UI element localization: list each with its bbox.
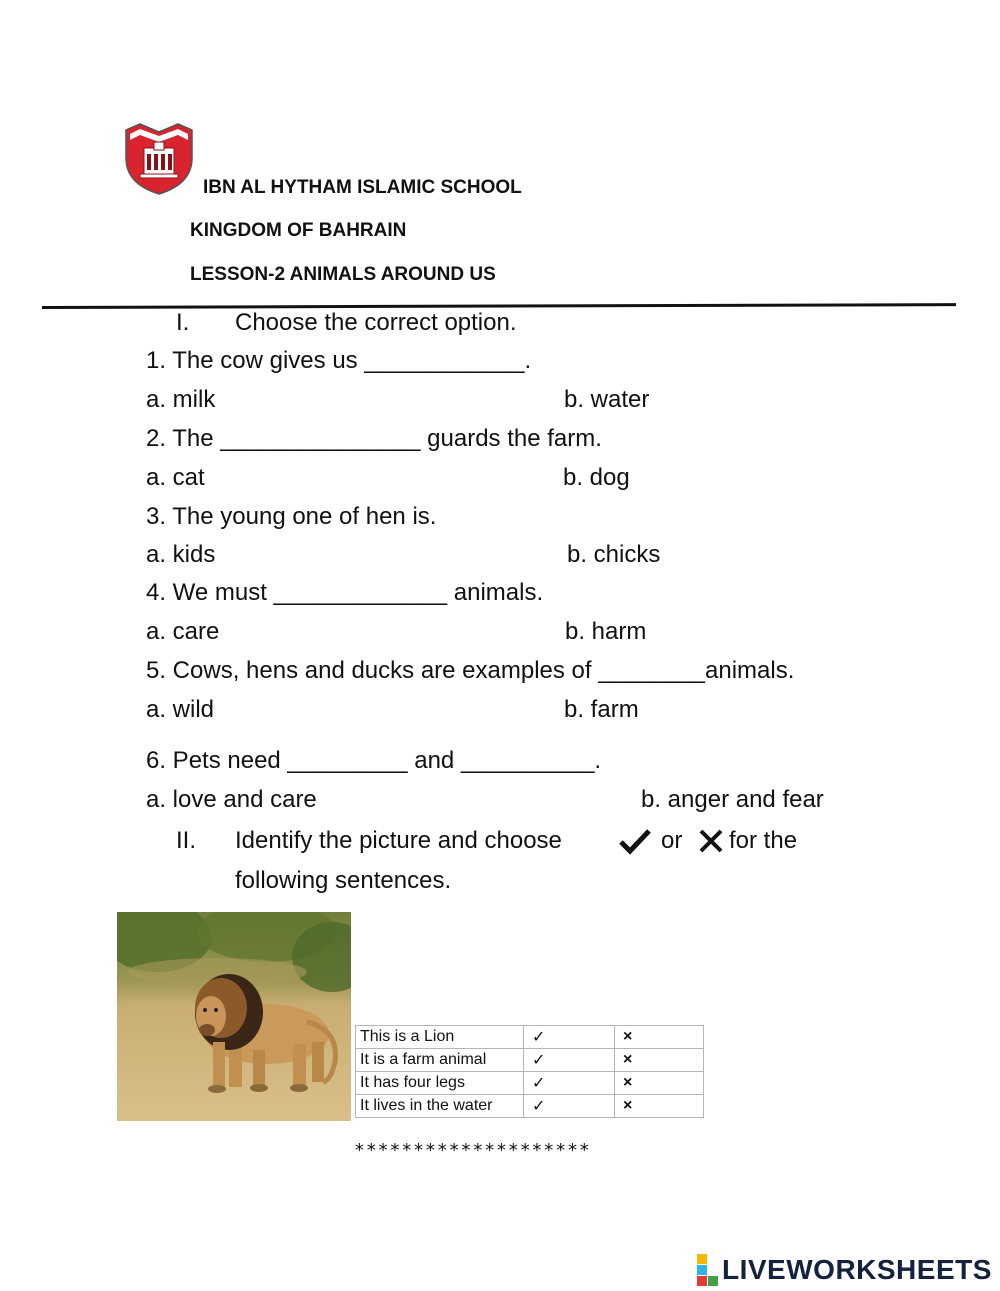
liveworksheets-mark-icon — [697, 1254, 718, 1286]
tick-option[interactable]: ✓ — [524, 1026, 615, 1049]
table-row — [356, 1026, 704, 1049]
cross-option[interactable]: × — [615, 1072, 704, 1095]
question-6: 6. Pets need _________ and __________. — [146, 747, 602, 774]
section2-instruction-end: for the — [729, 827, 798, 854]
question-3: 3. The young one of hen is. — [146, 503, 437, 530]
liveworksheets-wordmark: LIVEWORKSHEETS — [722, 1254, 992, 1285]
question-2-option-a: a. cat — [146, 464, 205, 491]
section2-numeral: II. — [176, 827, 197, 854]
cross-option[interactable]: × — [615, 1095, 704, 1118]
question-5-option-b: b. farm — [564, 696, 639, 723]
section1-numeral: I. — [176, 309, 190, 336]
question-6-option-a: a. love and care — [146, 786, 317, 813]
question-2: 2. The _______________ guards the farm. — [146, 425, 602, 452]
question-6-option-b: b. anger and fear — [641, 786, 824, 813]
section1-title: Choose the correct option. — [235, 309, 517, 336]
section2-or: or — [661, 827, 683, 854]
section2-instruction: Identify the picture and choose — [235, 827, 562, 854]
question-1-option-a: a. milk — [146, 386, 216, 413]
cross-option[interactable]: × — [615, 1026, 704, 1049]
table-row — [356, 1049, 704, 1072]
lion-picture — [117, 912, 351, 1121]
school-logo — [120, 122, 198, 196]
statement-table — [355, 1025, 704, 1118]
table-row — [356, 1095, 704, 1118]
question-1-option-b: b. water — [564, 386, 650, 413]
lesson-title: LESSON-2 ANIMALS AROUND US — [190, 264, 496, 285]
check-mark-icon — [618, 827, 652, 855]
liveworksheets-logo — [697, 1254, 992, 1286]
tick-option[interactable]: ✓ — [524, 1095, 615, 1118]
cross-mark-icon — [698, 828, 724, 854]
statement-text: It has four legs — [356, 1072, 524, 1095]
statement-text: This is a Lion — [356, 1026, 524, 1049]
question-2-option-b: b. dog — [563, 464, 630, 491]
question-4-option-b: b. harm — [565, 618, 647, 645]
country-name: KINGDOM OF BAHRAIN — [190, 220, 407, 241]
school-name: IBN AL HYTHAM ISLAMIC SCHOOL — [203, 177, 522, 198]
cross-option[interactable]: × — [615, 1049, 704, 1072]
question-5-option-a: a. wild — [146, 696, 215, 723]
statement-text: It is a farm animal — [356, 1049, 524, 1072]
table-row — [356, 1072, 704, 1095]
question-3-option-a: a. kids — [146, 541, 216, 568]
statement-text: It lives in the water — [356, 1095, 524, 1118]
question-4: 4. We must _____________ animals. — [146, 579, 544, 606]
question-1: 1. The cow gives us ____________. — [146, 347, 532, 374]
tick-option[interactable]: ✓ — [524, 1049, 615, 1072]
stars-divider: ******************** — [354, 1140, 591, 1161]
section2-instruction-line2: following sentences. — [235, 867, 452, 894]
question-3-option-b: b. chicks — [567, 541, 661, 568]
tick-option[interactable]: ✓ — [524, 1072, 615, 1095]
question-5: 5. Cows, hens and ducks are examples of ________animals. — [146, 657, 795, 684]
question-4-option-a: a. care — [146, 618, 220, 645]
